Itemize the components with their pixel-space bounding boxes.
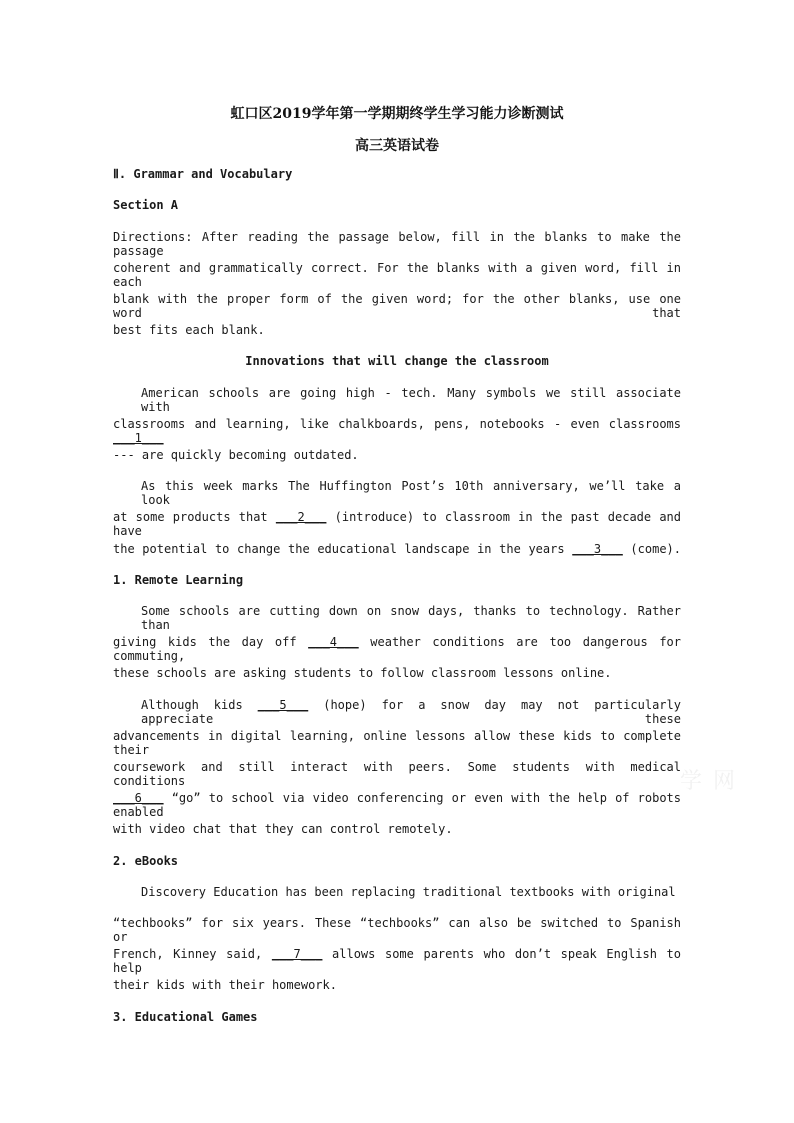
text-segment: (come).	[622, 542, 681, 556]
blank-4[interactable]: ___4___	[308, 635, 359, 649]
blank-5[interactable]: ___5___	[257, 698, 309, 712]
directions-line-1: Directions: After reading the passage below, fill in the blanks to make the passage	[113, 230, 681, 258]
paragraph-line	[113, 947, 681, 975]
paragraph-line: “techbooks” for six years. These “techbooks” can also be switched to Spanish or	[113, 916, 681, 944]
text-segment: French, Kinney said,	[113, 947, 272, 961]
paragraph-line: As this week marks The Huffington Post’s 10th anniversary, we’ll take a look	[141, 479, 681, 507]
directions-line-2: coherent and grammatically correct. For the blanks with a given word, fill in each	[113, 261, 681, 289]
text-segment: the potential to change the educational landscape in the years	[113, 542, 573, 556]
text-segment: weather conditions are too dangerous for commuting,	[113, 635, 681, 663]
directions-line-3: blank with the proper form of the given word; for the other blanks, use one word that	[113, 292, 681, 320]
paragraph-line	[113, 635, 681, 663]
watermark: 学 网	[680, 769, 737, 794]
paragraph-line	[113, 417, 681, 445]
subheading-educational-games: 3. Educational Games	[113, 1010, 258, 1024]
blank-7[interactable]: ___7___	[271, 947, 323, 961]
paragraph-line: their kids with their homework.	[113, 978, 337, 992]
text-segment: (hope) for a snow day may not particularly appreciate these	[141, 698, 681, 726]
subheading-ebooks: 2. eBooks	[113, 854, 179, 868]
part-heading: Ⅱ. Grammar and Vocabulary	[113, 167, 293, 181]
paragraph-line: Some schools are cutting down on snow days, thanks to technology. Rather than	[141, 604, 681, 632]
text-segment: (introduce) to classroom in the past decade and have	[113, 510, 681, 538]
exam-title: 虹口区2019学年第一学期期终学生学习能力诊断测试	[230, 106, 564, 122]
text-segment: giving kids the day off	[113, 635, 309, 649]
text-segment: Although kids	[141, 698, 258, 712]
subheading-remote-learning: 1. Remote Learning	[113, 573, 244, 587]
paragraph-line	[113, 791, 681, 819]
paragraph-line: with video chat that they can control remotely.	[113, 822, 453, 836]
paragraph-line: advancements in digital learning, online lessons allow these kids to complete their	[113, 729, 681, 757]
text-segment: “go” to school via video conferencing or even with the help of robots enabled	[113, 791, 681, 819]
paragraph-line	[113, 510, 681, 538]
section-label: Section A	[113, 198, 179, 212]
blank-2[interactable]: ___2___	[275, 510, 327, 524]
text-segment: at some products that	[113, 510, 276, 524]
directions-line-4: best fits each blank.	[113, 323, 265, 337]
exam-subtitle: 高三英语试卷	[355, 138, 439, 154]
text-segment: allows some parents who don’t speak English to help	[113, 947, 682, 975]
blank-6[interactable]: ___6___	[113, 791, 164, 805]
paragraph-line	[141, 698, 681, 726]
paragraph-line: coursework and still interact with peers. Some students with medical conditions	[113, 760, 681, 788]
paragraph-line: --- are quickly becoming outdated.	[113, 448, 359, 462]
paragraph-line: these schools are asking students to follow classroom lessons online.	[113, 666, 612, 680]
text-segment: classrooms and learning, like chalkboards, pens, notebooks - even classrooms	[113, 417, 681, 431]
paragraph-line: Discovery Education has been replacing traditional textbooks with original	[141, 885, 676, 899]
paragraph-line: American schools are going high - tech. Many symbols we still associate with	[141, 386, 681, 414]
paragraph-line	[113, 542, 681, 556]
blank-1[interactable]: ___1___	[113, 431, 164, 445]
passage-title: Innovations that will change the classroom	[245, 354, 549, 368]
blank-3[interactable]: ___3___	[572, 542, 623, 556]
